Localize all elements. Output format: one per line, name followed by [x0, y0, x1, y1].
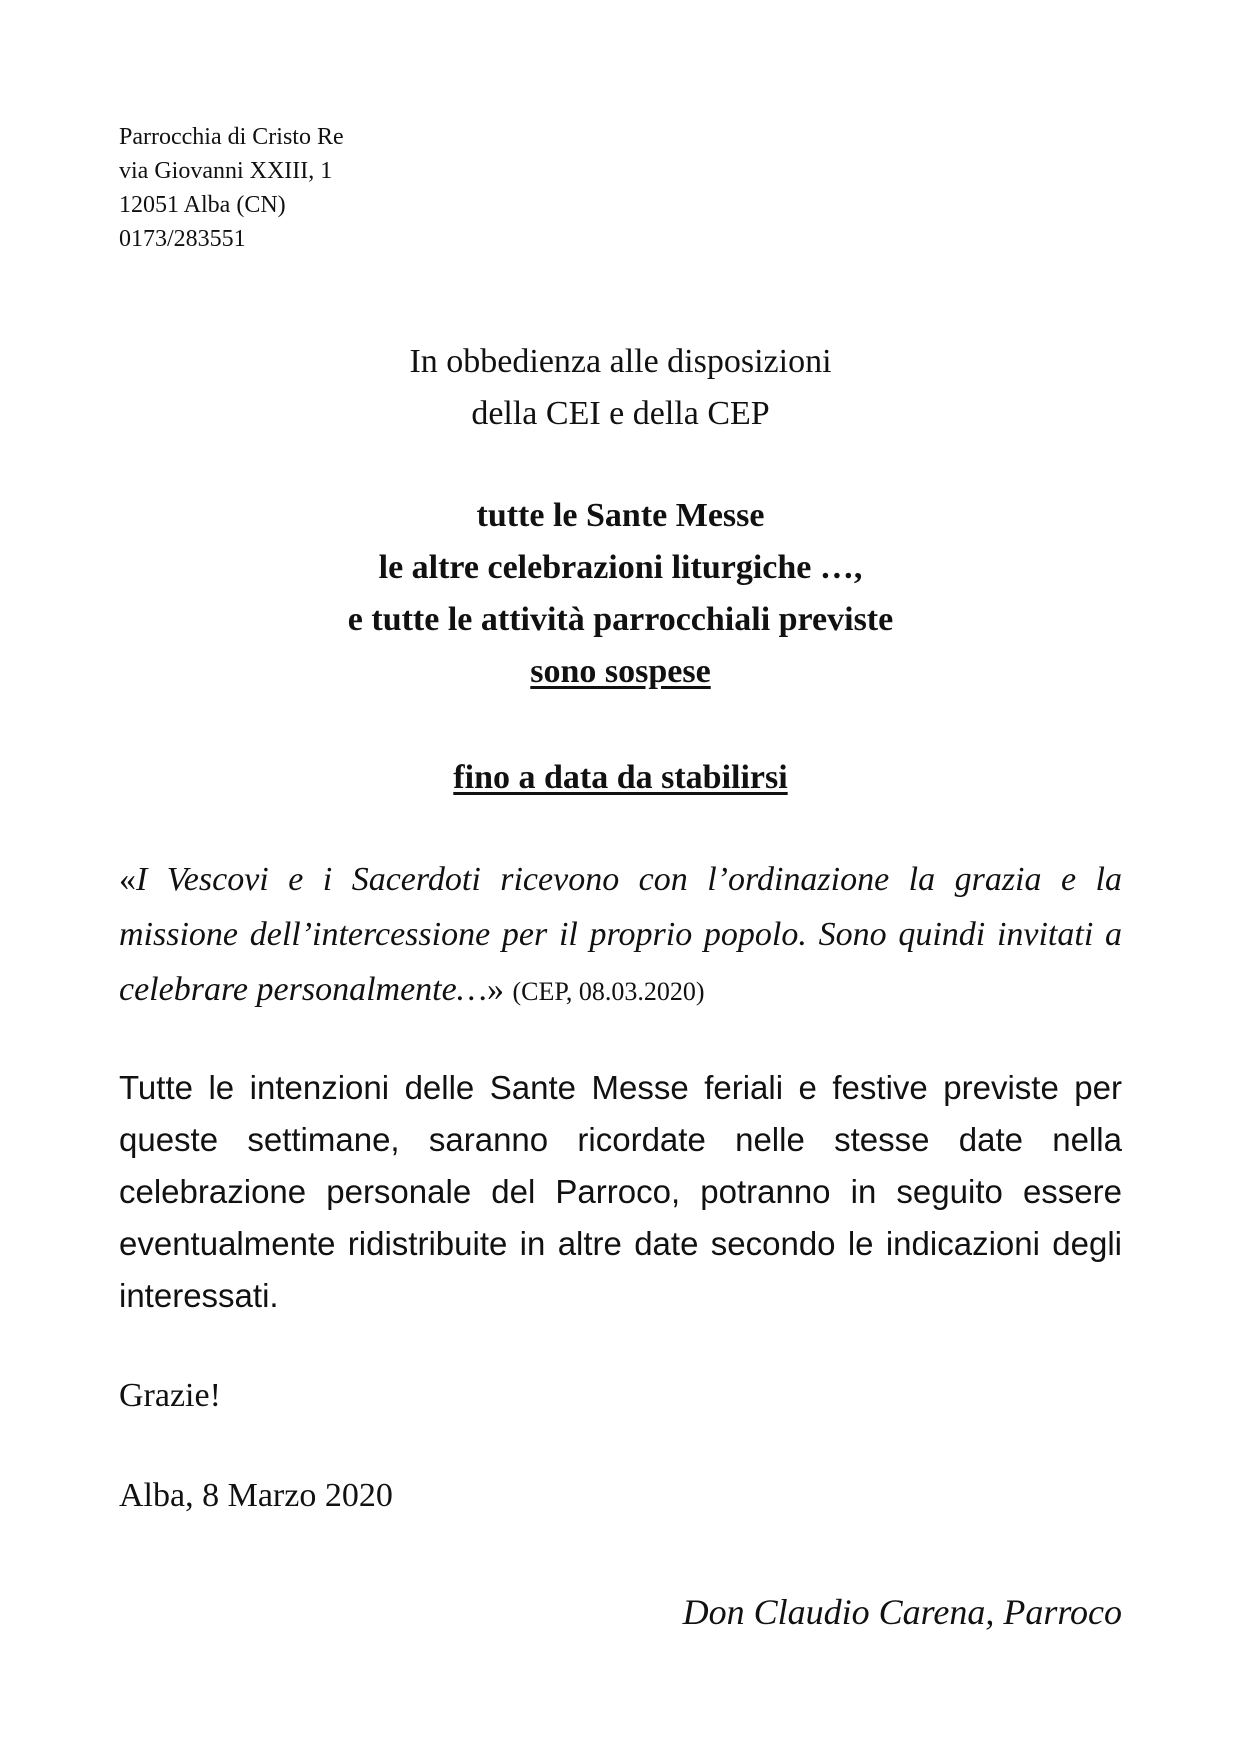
- quote-text: I Vescovi e i Sacerdoti ricevono con l’ordinazione la grazia e la missione dell’intercessione per il proprio popolo. Sono quindi invitati a celebrare personalmente…: [119, 861, 1122, 1008]
- sender-name: Parrocchia di Cristo Re: [119, 124, 344, 150]
- announcement-line-1: tutte le Sante Messe: [476, 497, 765, 534]
- until-notice: [119, 752, 1122, 804]
- suspended-text: sono sospese: [530, 653, 711, 690]
- thanks-text: Grazie!: [119, 1377, 221, 1414]
- announcement-line-2: le altre celebrazioni liturgiche …,: [378, 549, 863, 586]
- intentions-paragraph: Tutte le intenzioni delle Sante Messe feriali e festive previste per queste settimane, saranno ricordate nelle stesse date nella celebrazione personale del Parroco, potranno in seguito essere eventualmente ridistribuite in altre date secondo le indicazioni degli interessati.: [119, 1069, 1122, 1314]
- quote-close-mark: »: [486, 971, 504, 1008]
- signature: Don Claudio Carena, Parroco: [682, 1592, 1122, 1632]
- until-text: fino a data da stabilirsi: [453, 759, 788, 796]
- suspension-announcement: [119, 490, 1122, 698]
- sender-phone: 0173/283551: [119, 226, 246, 252]
- sender-street: via Giovanni XXIII, 1: [119, 158, 333, 184]
- intro-line-1: In obbedienza alle disposizioni: [409, 343, 832, 380]
- intro-heading: [119, 336, 1122, 440]
- cep-quote: [119, 852, 1122, 1019]
- announcement-line-4: [119, 646, 1122, 698]
- sender-city: 12051 Alba (CN): [119, 192, 286, 218]
- place-date: Alba, 8 Marzo 2020: [119, 1477, 393, 1514]
- announcement-line-3: e tutte le attività parrocchiali previste: [347, 601, 894, 638]
- quote-reference: (CEP, 08.03.2020): [512, 977, 705, 1006]
- quote-open-mark: «: [119, 861, 136, 898]
- intro-line-2: della CEI e della CEP: [471, 395, 770, 432]
- sender-address: [119, 120, 344, 256]
